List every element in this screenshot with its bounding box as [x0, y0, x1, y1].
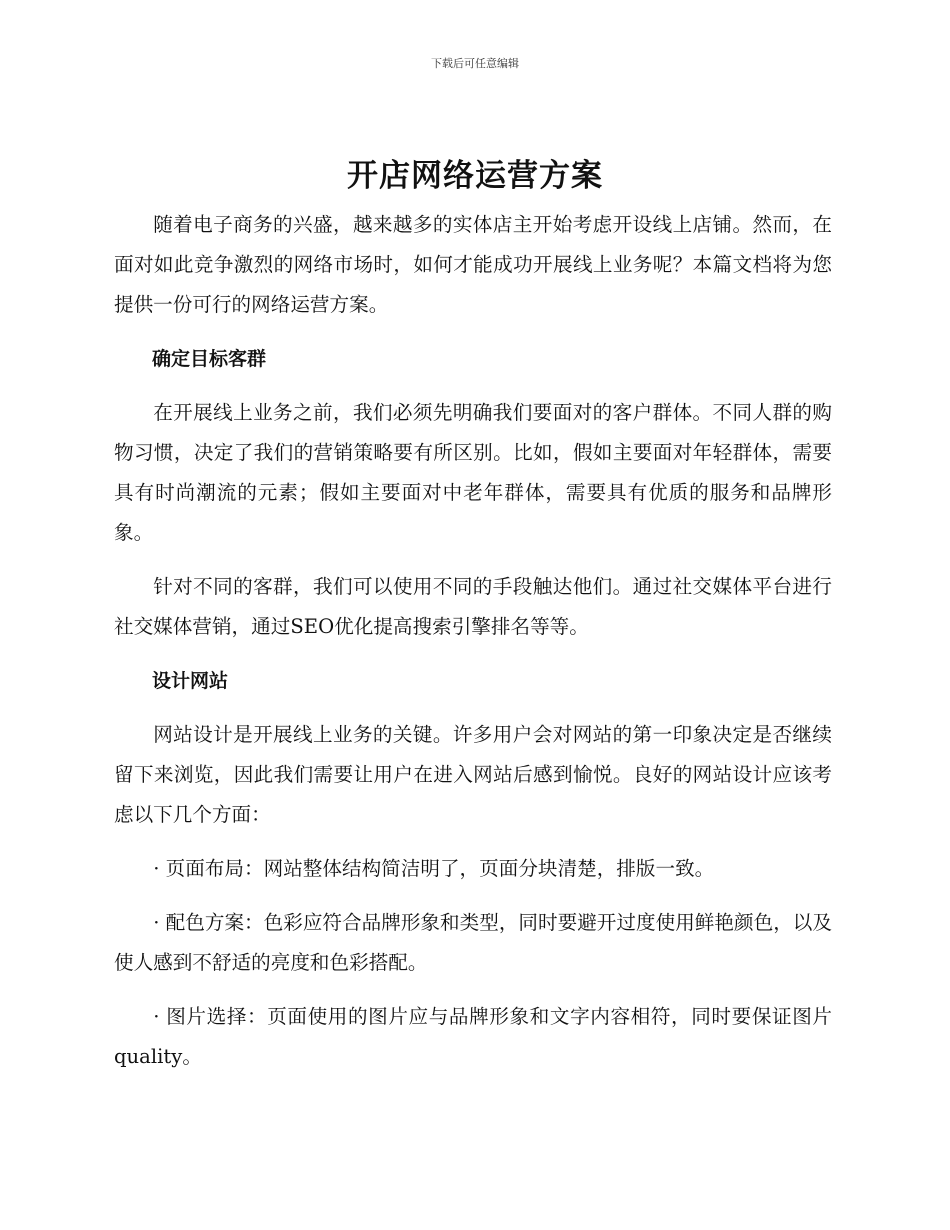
document-title: 开店网络运营方案: [347, 158, 603, 194]
page-header-note: 下载后可任意编辑: [431, 57, 519, 70]
bullet-page-layout: · 页面布局：网站整体结构简洁明了，页面分块清楚，排版一致。: [153, 857, 715, 880]
bullet-image-selection: · 图片选择：页面使用的图片应与品牌形象和文字内容相符，同时要保证图片 quality。: [114, 1005, 832, 1068]
document-body: [114, 205, 832, 1077]
section-heading-target-customers: 确定目标客群: [152, 348, 267, 370]
section-heading-design-website: 设计网站: [152, 670, 229, 692]
bullet-color-scheme: · 配色方案：色彩应符合品牌形象和类型，同时要避开过度使用鲜艳颜色，以及使人感到不舒适的亮度和色彩搭配。: [114, 911, 832, 974]
section1-paragraph-2: 针对不同的客群，我们可以使用不同的手段触达他们。通过社交媒体平台进行社交媒体营销，通过SEO优化提高搜索引擎排名等等。: [114, 575, 832, 638]
section2-paragraph-1: 网站设计是开展线上业务的关键。许多用户会对网站的第一印象决定是否继续留下来浏览，因此我们需要让用户在进入网站后感到愉悦。良好的网站设计应该考虑以下几个方面：: [114, 723, 832, 826]
section1-paragraph-1: 在开展线上业务之前，我们必须先明确我们要面对的客户群体。不同人群的购物习惯，决定了我们的营销策略要有所区别。比如，假如主要面对年轻群体，需要具有时尚潮流的元素；假如主要面对中老年群体，需要具有优质的服务和品牌形象。: [114, 401, 832, 544]
intro-paragraph: 随着电子商务的兴盛，越来越多的实体店主开始考虑开设线上店铺。然而，在面对如此竞争激烈的网络市场时，如何才能成功开展线上业务呢？本篇文档将为您提供一份可行的网络运营方案。: [114, 213, 832, 316]
